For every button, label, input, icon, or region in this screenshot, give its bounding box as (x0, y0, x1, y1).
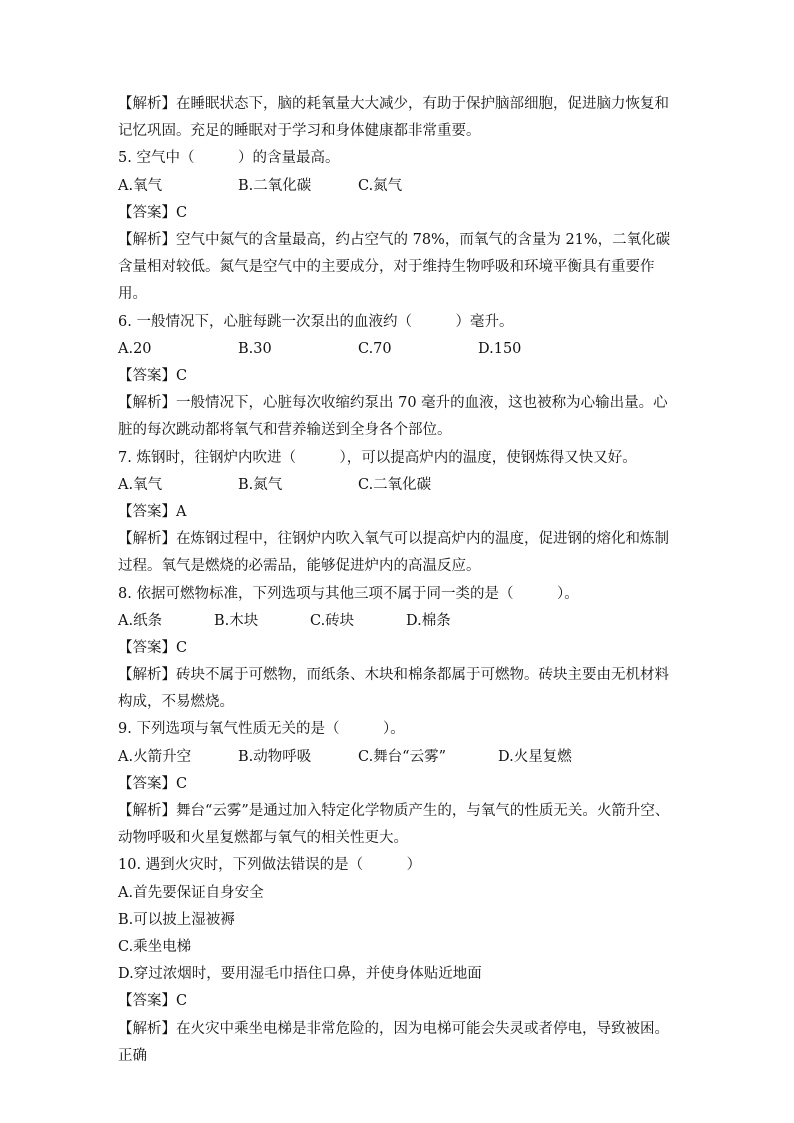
question-8: 8. 依据可燃物标准，下列选项与其他三项不属于同一类的是（ ）。 (118, 585, 579, 602)
answer-q7: 【答案】A (118, 503, 187, 520)
option-d: D.150 (478, 340, 522, 357)
option-c: C.二氧化碳 (358, 476, 432, 493)
option-b: B.可以披上湿被褥 (118, 911, 235, 928)
document-body (118, 91, 678, 1070)
option-a: A.火箭升空 (118, 748, 192, 765)
options-q5 (118, 173, 678, 200)
answer-q6: 【答案】C (118, 367, 188, 384)
option-d: D.穿过浓烟时，要用湿毛巾捂住口鼻，并使身体贴近地面 (118, 966, 482, 983)
question-10: 10. 遇到火灾时，下列做法错误的是（ ） (118, 857, 422, 874)
option-a: A.氧气 (118, 476, 163, 493)
option-c: C.乘坐电梯 (118, 939, 192, 956)
option-d: D.棉条 (406, 612, 451, 629)
explanation-q6: 【解析】一般情况下，心脏每次收缩约泵出 70 毫升的血液，这也被称为心输出量。心脏的每次跳动都将氧气和营养输送到全身各个部位。 (118, 395, 668, 439)
option-a: A.纸条 (118, 612, 163, 629)
question-7: 7. 炼钢时，往钢炉内吹进（ ），可以提高炉内的温度，使钢炼得又快又好。 (118, 449, 637, 466)
explanation-q10: 【解析】在火灾中乘坐电梯是非常危险的，因为电梯可能会失灵或者停电，导致被困。正确 (118, 1020, 669, 1064)
options-q8 (118, 608, 678, 635)
option-c: C.砖块 (310, 612, 355, 629)
answer-q9: 【答案】C (118, 775, 188, 792)
option-b: B.30 (238, 340, 272, 357)
explanation-q5: 【解析】空气中氮气的含量最高，约占空气的 78%，而氧气的含量为 21%，二氧化碳含量相对较低。氮气是空气中的主要成分，对于维持生物呼吸和环境平衡具有重要作用。 (118, 231, 671, 303)
options-q7 (118, 472, 678, 499)
options-q9 (118, 744, 678, 771)
option-a: A.氧气 (118, 177, 163, 194)
explanation-q7: 【解析】在炼钢过程中，往钢炉内吹入氧气可以提高炉内的温度，促进钢的熔化和炼制过程。氧气是燃烧的必需品，能够促进炉内的高温反应。 (118, 531, 669, 575)
options-q6 (118, 336, 678, 363)
answer-q8: 【答案】C (118, 639, 188, 656)
option-b: B.木块 (214, 612, 259, 629)
option-d: D.火星复燃 (498, 748, 572, 765)
option-a: A.首先要保证自身安全 (118, 884, 264, 901)
question-5: 5. 空气中（ ）的含量最高。 (118, 150, 340, 167)
option-c: C.舞台“云雾” (358, 748, 447, 765)
explanation-q9: 【解析】舞台“云雾”是通过加入特定化学物质产生的，与氧气的性质无关。火箭升空、动物呼吸和火星复燃都与氧气的相关性更大。 (118, 803, 670, 847)
question-6: 6. 一般情况下，心脏每跳一次泵出的血液约（ ）毫升。 (118, 313, 514, 330)
option-b: B.二氧化碳 (238, 177, 312, 194)
answer-q10: 【答案】C (118, 993, 188, 1010)
option-c: C.氮气 (358, 177, 403, 194)
explanation-q8: 【解析】砖块不属于可燃物，而纸条、木块和棉条都属于可燃物。砖块主要由无机材料构成，不易燃烧。 (118, 667, 669, 711)
explanation-q4: 【解析】在睡眠状态下，脑的耗氧量大大减少，有助于保护脑部细胞，促进脑力恢复和记忆巩固。充足的睡眠对于学习和身体健康都非常重要。 (118, 96, 669, 140)
option-a: A.20 (118, 340, 152, 357)
option-c: C.70 (358, 340, 392, 357)
answer-q5: 【答案】C (118, 204, 188, 221)
option-b: B.动物呼吸 (238, 748, 312, 765)
option-b: B.氮气 (238, 476, 283, 493)
question-9: 9. 下列选项与氧气性质无关的是（ ）。 (118, 721, 405, 738)
